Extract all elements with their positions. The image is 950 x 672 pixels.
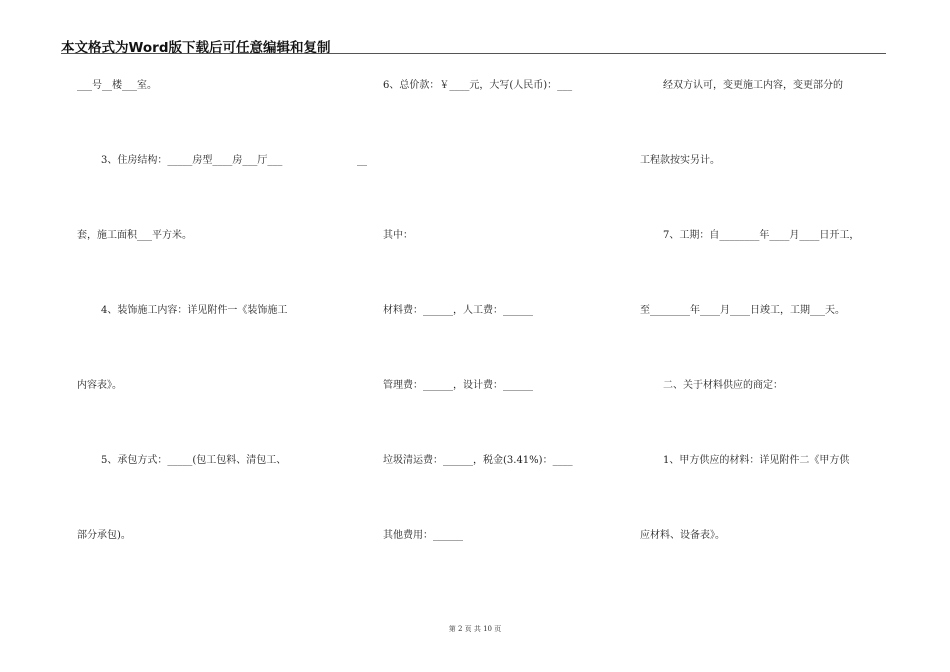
col2-line-3: 材料费：______，人工费：______ — [383, 305, 533, 316]
col2-line-5: 垃圾清运费：______，税金(3.41%)：____ — [383, 455, 573, 466]
col3-line-1: 经双方认可，变更施工内容，变更部分的 — [663, 80, 843, 91]
col1-line-2b: __ — [357, 155, 367, 166]
col1-line-1: ___号__楼___室。 — [77, 80, 157, 91]
col3-line-4: 至________年____月____日竣工，工期___天。 — [640, 305, 845, 316]
col3-line-7: 应材料、设备表》。 — [640, 530, 725, 541]
col2-line-4: 管理费：______，设计费：______ — [383, 380, 533, 391]
col3-line-6: 1、甲方供应的材料：详见附件二《甲方供 — [663, 455, 850, 466]
col2-line-6: 其他费用：______ — [383, 530, 463, 541]
col2-line-1: 6、总价款：￥____元，大写(人民币)：___ — [383, 80, 573, 91]
col1-line-5: 内容表》。 — [77, 380, 122, 391]
page-number-footer: 第 2 页 共 10 页 — [448, 625, 502, 633]
col1-line-3: 套，施工面积___平方米。 — [77, 230, 192, 241]
col3-line-3: 7、工期：自________年____月____日开工， — [663, 230, 860, 241]
col2-line-2: 其中： — [383, 230, 413, 241]
col1-line-7: 部分承包)。 — [77, 530, 131, 541]
col1-line-2: 3、住房结构：_____房型____房___厅___ — [101, 155, 283, 166]
col1-line-6: 5、承包方式：_____(包工包料、清包工、 — [101, 455, 287, 466]
col3-line-5: 二、关于材料供应的商定： — [663, 380, 783, 391]
col1-line-4: 4、装饰施工内容：详见附件一《装饰施工 — [101, 305, 288, 316]
col3-line-2: 工程款按实另计。 — [640, 155, 720, 166]
document-header-title: 本文格式为Word版下载后可任意编辑和复制 — [61, 40, 331, 56]
header-divider — [61, 53, 886, 54]
